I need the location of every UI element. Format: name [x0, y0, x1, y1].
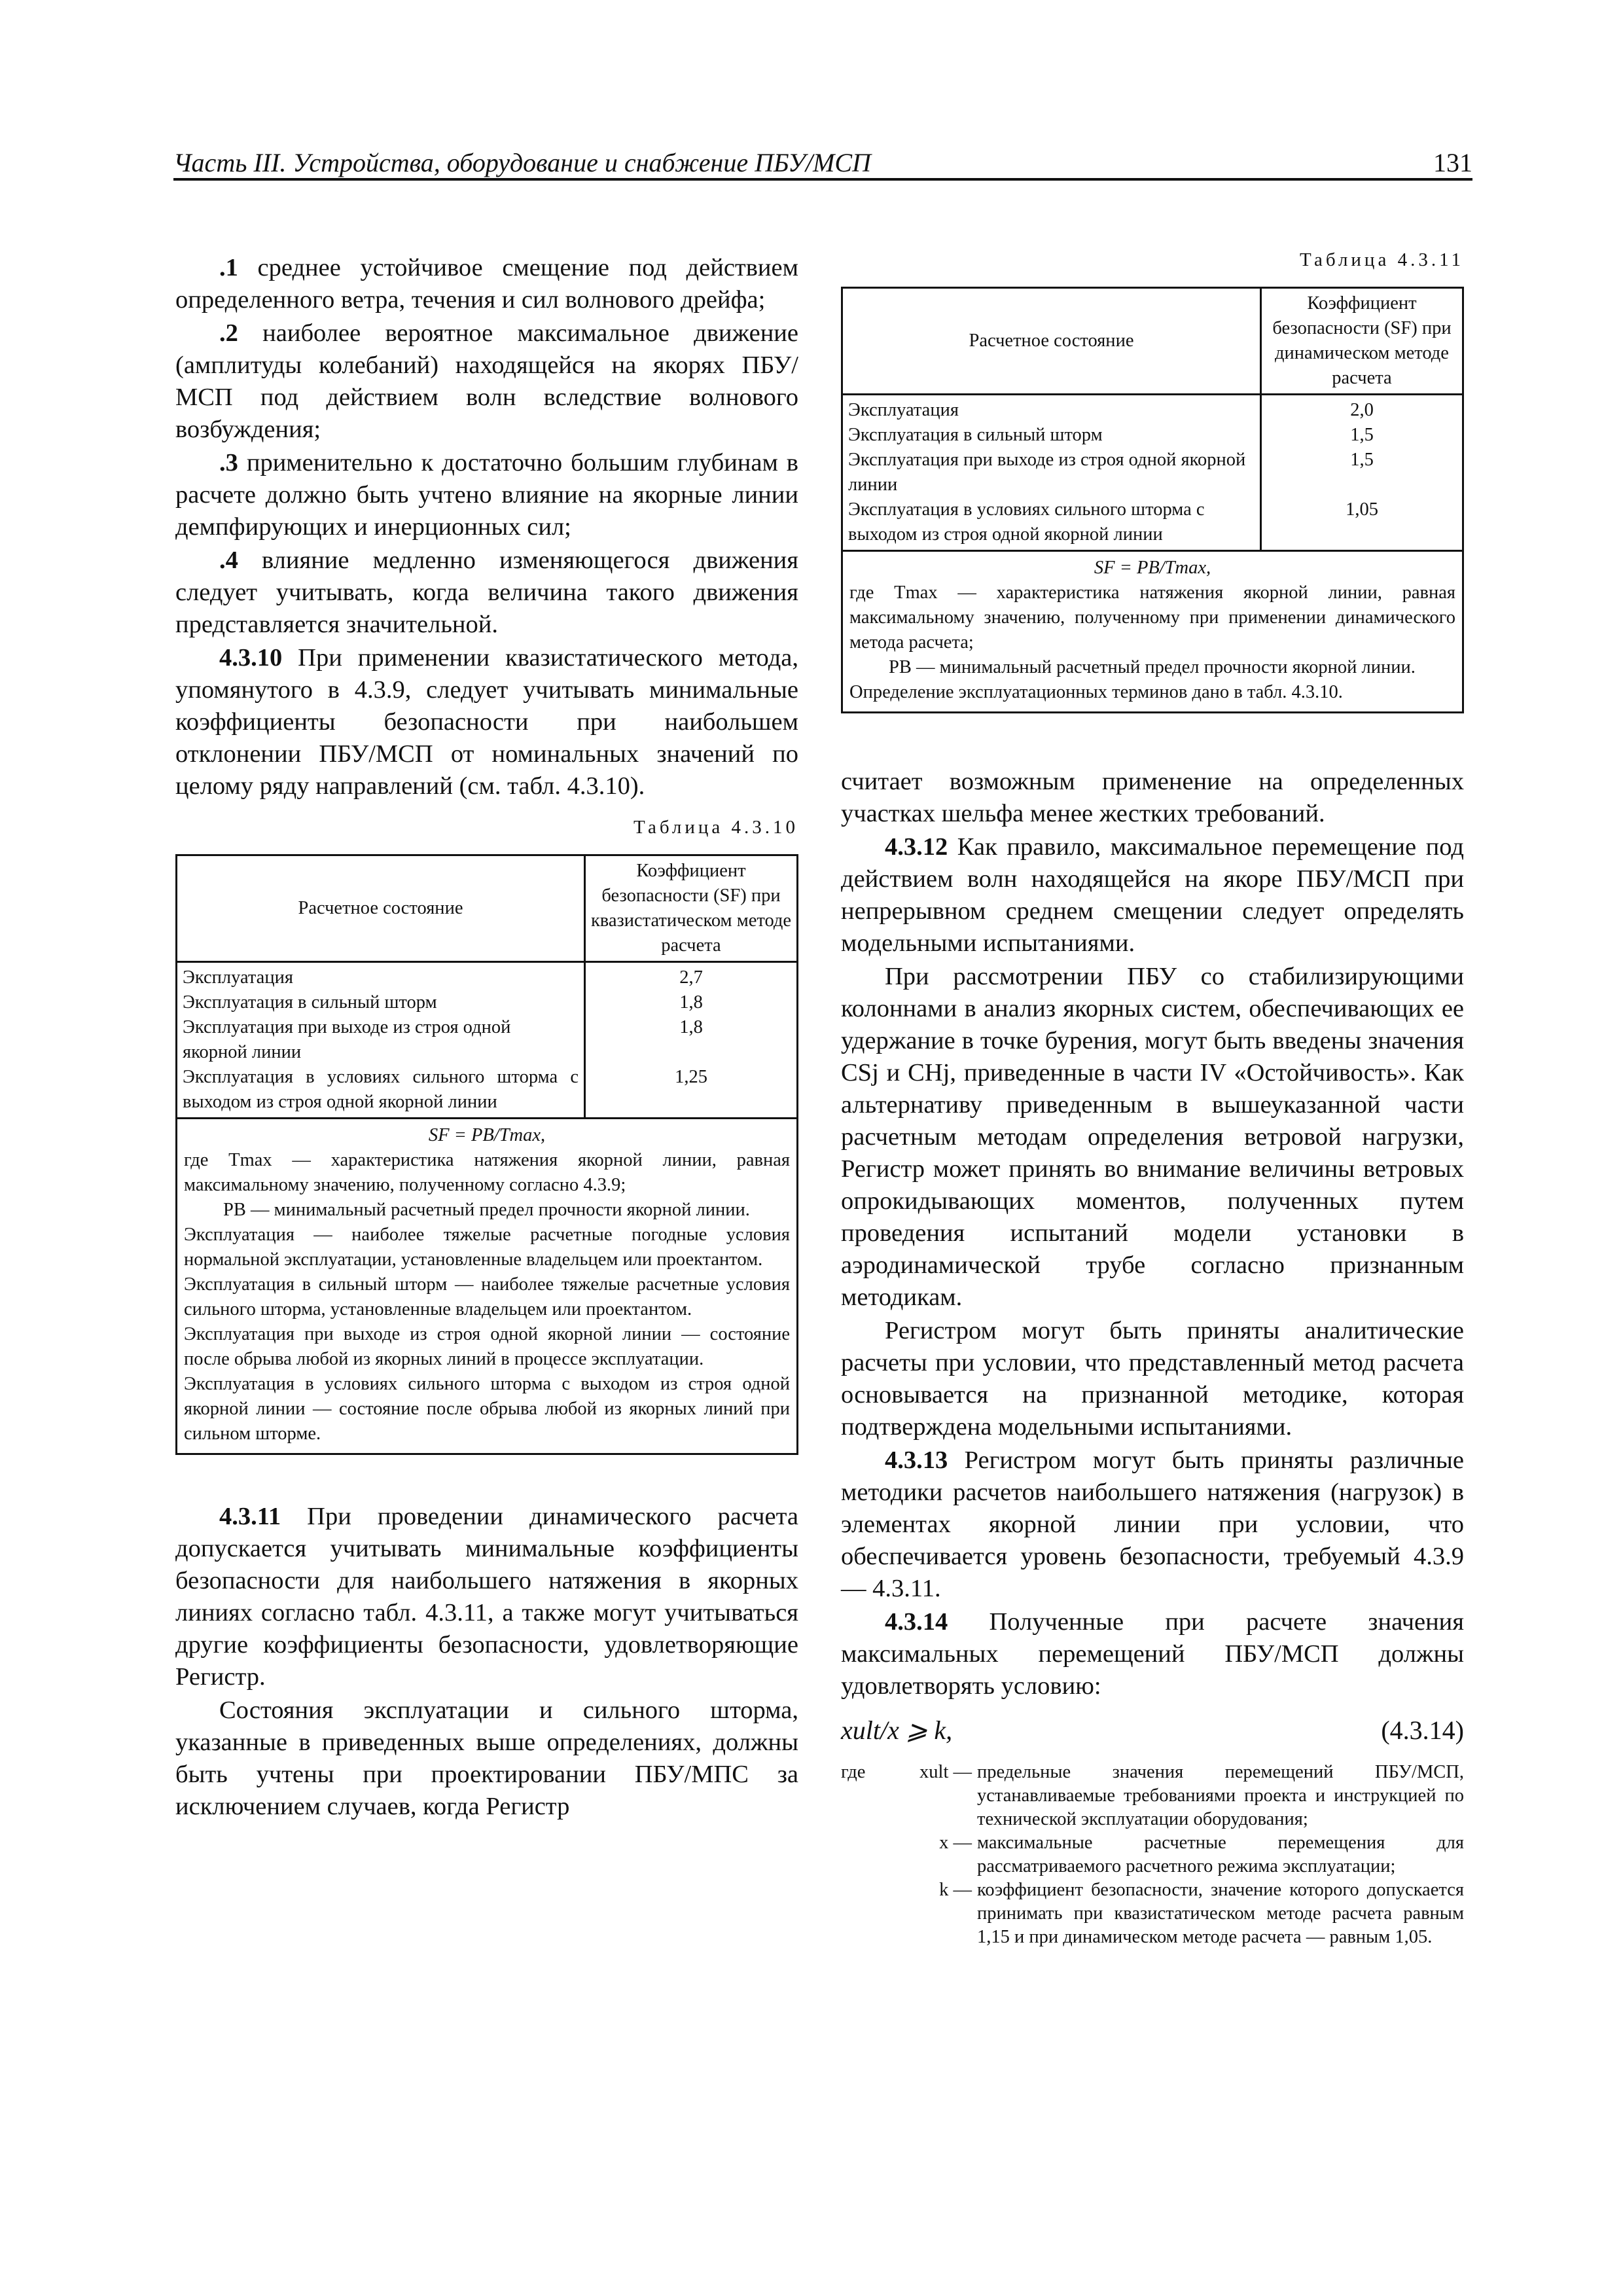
definitions: [841, 1761, 1464, 1949]
table-caption: Таблица 4.3.11: [1300, 249, 1464, 270]
table-note: Эксплуатация в сильный шторм — наиболее тяжелые расчетные условия сильного шторма, установленные владельцем или проектантом.: [184, 1274, 790, 1319]
page-number: 131: [1433, 148, 1472, 177]
list-item-3: .3 применительно к достаточно большим глубинам в расчете должно быть учтено влияние на якорные линии демпфирующих и инерционных сил;: [175, 449, 798, 541]
table-row-state: Эксплуатация: [183, 967, 293, 988]
paragraph: считает возможным применение на определенных участках шельфа менее жестких требований.: [841, 768, 1464, 827]
table-row-value: 2,7: [679, 967, 703, 988]
section-4-3-10: 4.3.10 При применении квазистатического метода, упомянутого в 4.3.9, следует учитывать минимальные коэффициенты безопасности при наибольшем отклонении ПБУ/МСП от номинальных значений по целому ряду направлений (см. табл. 4.3.10).: [175, 644, 798, 800]
table-row-value: 2,0: [1350, 400, 1374, 420]
table-formula: SF = PB/Tmax,: [428, 1125, 546, 1145]
definition-row: где xult — предельные значения перемещений ПБУ/МСП, устанавливаемые требованиями проекта и инструкцией по технической эксплуатации оборудования;: [841, 1762, 1464, 1829]
table-4-3-11: [841, 287, 1464, 713]
header-rule: [173, 178, 1472, 181]
table-note: Эксплуатация в условиях сильного шторма с выходом из строя одной якорной линии — состояние после обрыва любой из якорных линий при сильном шторме.: [184, 1374, 790, 1444]
table-notes: [843, 552, 1462, 711]
table-row-value: 1,05: [1346, 499, 1378, 520]
formula-expression: xult/x ⩾ k,: [841, 1715, 953, 1745]
header-title: Часть III. Устройства, оборудование и снабжение ПБУ/МСП: [173, 148, 871, 177]
table-row-state: Эксплуатация при выходе из строя одной якорной линии: [848, 450, 1246, 495]
list-item-2: .2 наиболее вероятное максимальное движение (амплитуды колебаний) находящейся на якорях ПБУ/МСП под действием волн вследствие волнового возбуждения;: [175, 319, 798, 443]
table-row-value: 1,8: [679, 992, 703, 1013]
table-row-state: Эксплуатация: [848, 400, 959, 420]
section-4-3-14: 4.3.14 Полученные при расчете значения максимальных перемещений ПБУ/МСП должны удовлетворять условию:: [841, 1608, 1464, 1700]
table-notes: [177, 1119, 796, 1453]
table-row-value: 1,5: [1350, 425, 1374, 445]
definition-row: k — коэффициент безопасности, значение которого допускается принимать при квазистатическом методе расчета равным 1,15 и при динамическом методе расчета — равным 1,05.: [939, 1880, 1464, 1947]
list-item-1: .1 среднее устойчивое смещение под действием определенного ветра, течения и сил волнового дрейфа;: [175, 254, 798, 314]
table-body: [843, 395, 1462, 552]
section-4-3-13: 4.3.13 Регистром могут быть приняты различные методики расчетов наибольшего натяжения (нагрузок) в элементах якорной линии при условии, что обеспечивается уровень безопасности, требуемый 4.3.9 — 4.3.11.: [841, 1446, 1464, 1602]
table-caption: Таблица 4.3.10: [633, 817, 798, 838]
section-4-3-12: 4.3.12 Как правило, максимальное перемещение под действием волн находящейся на якоре ПБУ/МСП при непрерывном среднем смещении следует определять модельными испытаниями.: [841, 833, 1464, 957]
table-row-state: Эксплуатация в сильный шторм: [183, 992, 437, 1013]
table-row-state: Эксплуатация в условиях сильного шторма с выходом из строя одной якорной линии: [183, 1067, 579, 1112]
formula-number: (4.3.14): [1381, 1715, 1464, 1745]
table-row-state: Эксплуатация при выходе из строя одной якорной линии: [183, 1017, 511, 1062]
running-header: [173, 143, 1472, 179]
table-row-state: Эксплуатация в сильный шторм: [848, 425, 1103, 445]
table-note: где Tmax — характеристика натяжения якорной линии, равная максимальному значению, полученному согласно 4.3.9;: [184, 1150, 790, 1195]
table-formula: SF = PB/Tmax,: [1094, 558, 1211, 578]
table-note: PB — минимальный расчетный предел прочности якорной линии.: [223, 1200, 750, 1220]
col-header-sf: Коэффициент безопасности (SF) при квазистатическом методе расчета: [590, 861, 792, 956]
table-row-value: 1,8: [679, 1017, 703, 1037]
definition-row: x — максимальные расчетные перемещения для рассматриваемого расчетного режима эксплуатации;: [939, 1833, 1464, 1876]
section-4-3-11: 4.3.11 При проведении динамического расчета допускается учитывать минимальные коэффициенты безопасности для наибольшего натяжения в якорных линиях согласно табл. 4.3.11, а также могут учитываться другие коэффициенты безопасности, удовлетворяющие Регистр.: [175, 1503, 798, 1691]
paragraph: Регистром могут быть приняты аналитические расчеты при условии, что представленный метод расчета основывается на признанной методике, которая подтверждена модельными испытаниями.: [841, 1317, 1464, 1441]
formula-4-3-14: [841, 1714, 1464, 1746]
left-column: [175, 252, 798, 1824]
table-header: [843, 289, 1462, 395]
table-note: где Tmax — характеристика натяжения якорной линии, равная максимальному значению, полученному при применении динамического метода расчета;: [849, 583, 1455, 653]
col-header-sf: Коэффициент безопасности (SF) при динамическом методе расчета: [1272, 293, 1452, 388]
table-row-value: 1,5: [1350, 450, 1374, 470]
paragraph: Состояния эксплуатации и сильного шторма, указанные в приведенных выше определениях, должны быть учтены при проектировании ПБУ/МПС за исключением случаев, когда Регистр: [175, 1696, 798, 1820]
table-note: Эксплуатация — наиболее тяжелые расчетные погодные условия нормальной эксплуатации, установленные владельцем или проектантом.: [184, 1225, 790, 1270]
table-note: PB — минимальный расчетный предел прочности якорной линии.: [889, 657, 1416, 677]
list-item-4: .4 влияние медленно изменяющегося движения следует учитывать, когда величина такого движения представляется значительной.: [175, 547, 798, 638]
table-header: [177, 856, 796, 963]
table-body: [177, 963, 796, 1119]
paragraph: При рассмотрении ПБУ со стабилизирующими колоннами в анализ якорных систем, обеспечивающих ее удержание в точке бурения, могут быть введены значения CSj и CHj, приведенные в части IV «Остойчивость». Как альтернативу приведенным в вышеуказанной части расчетным методам определения ветровой нагрузки, Регистр может принять во внимание величины ветровых опрокидывающих моментов, полученных путем проведения испытаний модели установки в аэродинамической трубе согласно признанным методикам.: [841, 963, 1464, 1311]
table-4-3-10: [175, 854, 798, 1455]
table-row-value: 1,25: [675, 1067, 707, 1087]
right-column: [841, 249, 1464, 1949]
table-note: Эксплуатация при выходе из строя одной якорной линии — состояние после обрыва любой из якорных линий в процессе эксплуатации.: [184, 1324, 790, 1369]
col-header-state: Расчетное состояние: [843, 289, 1262, 393]
table-row-state: Эксплуатация в условиях сильного шторма с выходом из строя одной якорной линии: [848, 499, 1205, 545]
col-header-state: Расчетное состояние: [177, 856, 586, 961]
table-note: Определение эксплуатационных терминов дано в табл. 4.3.10.: [849, 682, 1343, 702]
